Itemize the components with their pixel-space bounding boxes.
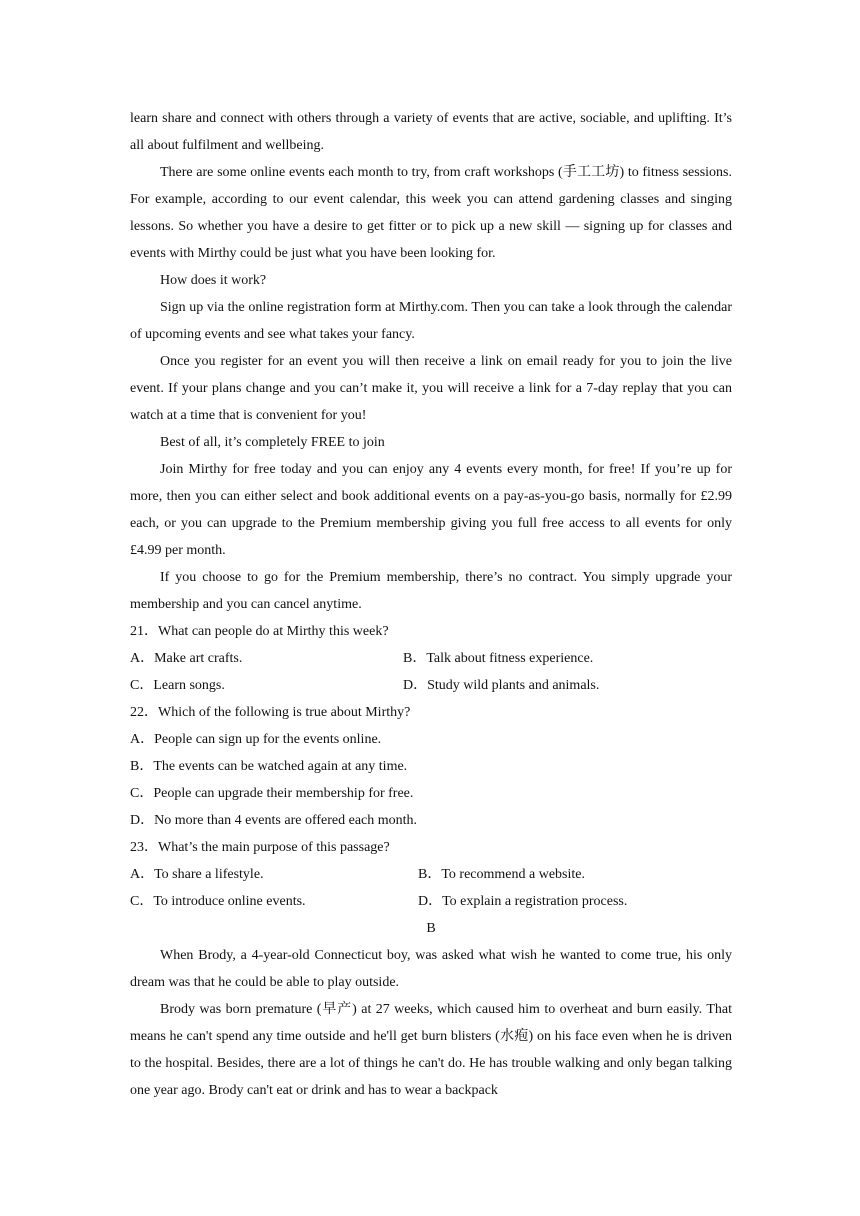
- question-21-stem: 21．What can people do at Mirthy this week?: [130, 624, 389, 639]
- passage-b-paragraph-2: Brody was born premature (早产) at 27 weeks, which caused him to overheat and burn easily. That means he can't spend any time outside and he'll get burn blisters (水疱) on his face even when he is driven to the hospital. Besides, there are a lot of things he can't do. He has trouble walking and only began talking one year ago. Brody can't eat or drink and has to wear a backpack: [130, 1002, 732, 1098]
- question-23-option-b: B．To recommend a website.: [418, 867, 585, 882]
- passage-b-paragraph-1: When Brody, a 4-year-old Connecticut boy, was asked what wish he wanted to come true, his only dream was that he could be able to play outside.: [130, 948, 732, 990]
- question-23-options-row-2: [130, 888, 732, 915]
- question-21-option-a: A．Make art crafts.: [130, 651, 243, 666]
- question-21-options-row-2: [130, 672, 732, 699]
- passage-a-paragraph-2: There are some online events each month to try, from craft workshops (手工工坊) to fitness sessions. For example, according to our event calendar, this week you can attend gardening classes and singing lessons. So whether you have a desire to get fitter or to pick up a new skill — signing up for classes and events with Mirthy could be just what you have been looking for.: [130, 165, 732, 261]
- question-22-option-a: A．People can sign up for the events online.: [130, 732, 382, 747]
- question-21-options-row-1: [130, 645, 732, 672]
- question-21-option-c: C．Learn songs.: [130, 678, 225, 693]
- passage-a-paragraph-4: Once you register for an event you will then receive a link on email ready for you to join the live event. If your plans change and you can’t make it, you will receive a link for a 7-day replay that you can watch at a time that is convenient for you!: [130, 354, 732, 423]
- question-22-stem: 22．Which of the following is true about Mirthy?: [130, 705, 411, 720]
- question-22-option-c: C．People can upgrade their membership for free.: [130, 786, 414, 801]
- question-23-option-d: D．To explain a registration process.: [418, 894, 628, 909]
- passage-a-paragraph-1: learn share and connect with others through a variety of events that are active, sociable, and uplifting. It’s all about fulfilment and wellbeing.: [130, 111, 732, 153]
- question-23-option-c: C．To introduce online events.: [130, 894, 306, 909]
- passage-a-paragraph-5: Join Mirthy for free today and you can enjoy any 4 events every month, for free! If you’re up for more, then you can either select and book additional events on a pay-as-you-go basis, normally for £2.99 each, or you can upgrade to the Premium membership giving you full free access to all events for only £4.99 per month.: [130, 462, 732, 558]
- passage-b-heading: B: [426, 921, 436, 936]
- question-23-options-row-1: [130, 861, 732, 888]
- question-21-option-b: B．Talk about fitness experience.: [403, 651, 594, 666]
- question-21-option-d: D．Study wild plants and animals.: [403, 678, 600, 693]
- question-22-option-b: B．The events can be watched again at any time.: [130, 759, 408, 774]
- question-23-option-a: A．To share a lifestyle.: [130, 867, 264, 882]
- passage-a-heading-free: Best of all, it’s completely FREE to join: [160, 435, 385, 450]
- passage-a-paragraph-6: If you choose to go for the Premium membership, there’s no contract. You simply upgrade your membership and you can cancel anytime.: [130, 570, 732, 612]
- passage-a-paragraph-3: Sign up via the online registration form at Mirthy.com. Then you can take a look through the calendar of upcoming events and see what takes your fancy.: [130, 300, 732, 342]
- question-23-stem: 23．What’s the main purpose of this passage?: [130, 840, 390, 855]
- question-22-option-d: D．No more than 4 events are offered each month.: [130, 813, 418, 828]
- passage-a-heading-how: How does it work?: [160, 273, 267, 288]
- document-page: [130, 105, 732, 1104]
